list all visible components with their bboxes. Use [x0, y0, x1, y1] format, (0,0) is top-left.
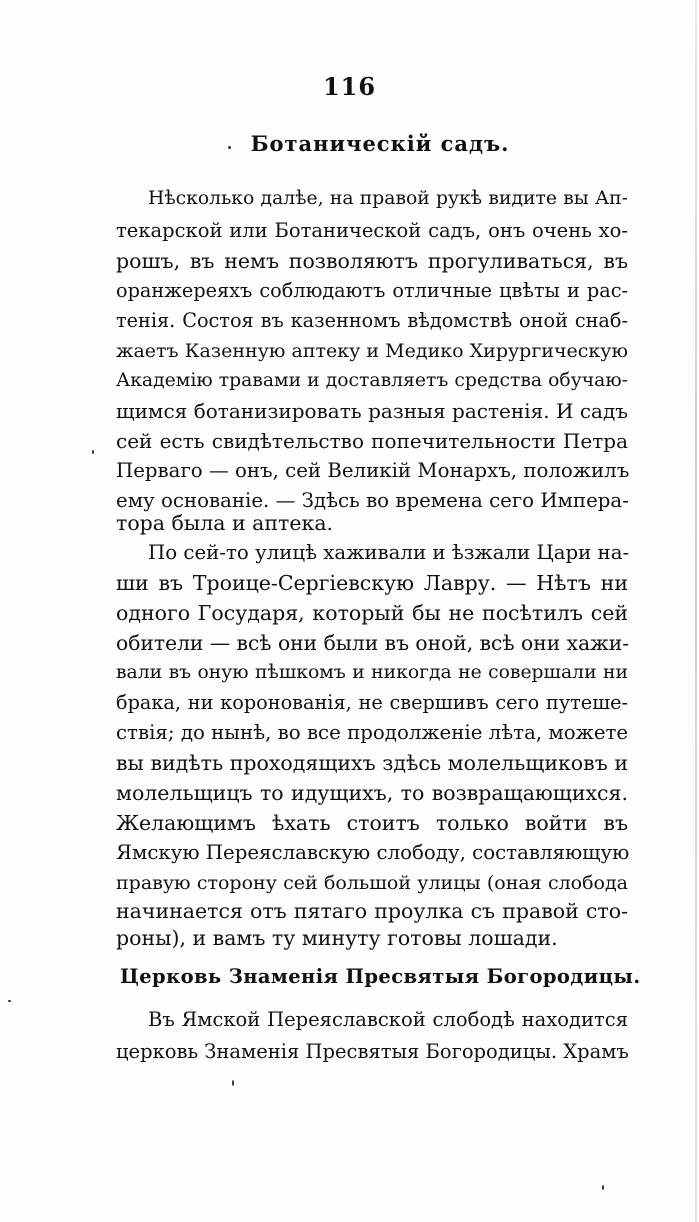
- text-line: Желающимъ ѣхать стоитъ только войти въ: [116, 811, 628, 835]
- text-line: правую сторону сей большой улицы (оная слобода: [116, 872, 628, 894]
- text-line: щимся ботанизировать разныя растенія. И садъ: [116, 399, 628, 423]
- text-line: вы видѣть проходящихъ здѣсь молельщиковъ и: [116, 751, 628, 775]
- text-line: обители — всѣ они были въ оной, всѣ они хажи-: [116, 631, 630, 655]
- text-line: Перваго — онъ, сей Великій Монархъ, положилъ: [116, 459, 630, 482]
- text-line: По сей-то улицѣ хаживали и ѣзжали Цари на-: [148, 541, 630, 564]
- text-line: оранжереяхъ соблюдаютъ отличные цвѣты и рас-: [116, 279, 628, 302]
- text-line: жаетъ Казенную аптеку и Медико Хирургическую: [116, 340, 628, 362]
- text-line: рошъ, въ немъ позволяютъ прогуливаться, въ: [116, 249, 628, 273]
- text-line: ему основаніе. — Здѣсь во времена сего Импера-: [116, 489, 629, 512]
- text-line: начинается отъ пятаго проулка съ правой сто-: [116, 899, 628, 923]
- text-line: Нѣсколько далѣе, на правой рукѣ видите вы Ап-: [148, 188, 628, 209]
- text-line: Ямскую Переяславскую слободу, составляющую: [116, 841, 630, 864]
- text-line: вали въ оную пѣшкомъ и никогда не совершали ни: [116, 662, 628, 683]
- ink-speck: [8, 1000, 11, 1002]
- section-title-botanical-garden: Ботаническій садъ.: [250, 131, 510, 156]
- page-edge: [695, 0, 697, 1222]
- text-line: текарской или Ботанической садъ, онъ очень хо-: [116, 219, 628, 242]
- text-line: Въ Ямской Переяславской слободѣ находится: [148, 1008, 628, 1031]
- page-number: 116: [322, 72, 377, 101]
- ink-speck: [232, 1080, 234, 1086]
- text-line: тора была и аптека.: [116, 511, 334, 535]
- ink-speck: [602, 1185, 604, 1190]
- text-line: роны), и вамъ ту минуту готовы лошади.: [116, 926, 558, 950]
- text-line: тенія. Состоя въ казенномъ вѣдомствѣ оной снаб-: [116, 309, 628, 332]
- text-line: сей есть свидѣтельство попечительности Петра: [116, 429, 628, 453]
- text-line: ствія; до нынѣ, во все продолженіе лѣта, можете: [116, 721, 629, 744]
- text-line: Академію травами и доставляетъ средства обучаю-: [116, 370, 628, 391]
- ink-speck: [92, 450, 94, 454]
- section-title-church-of-the-sign: Церковь Знаменія Пресвятыя Богородицы.: [120, 965, 641, 988]
- text-line: церковь Знаменія Пресвятыя Богородицы. Храмъ: [116, 1040, 629, 1063]
- text-line: молельщицъ то идущихъ, то возвращающихся.: [116, 781, 628, 805]
- text-line: одного Государя, который бы не посѣтилъ сей: [116, 601, 628, 625]
- text-line: ши въ Троице-Сергіевскую Лавру. — Нѣтъ ни: [116, 571, 628, 595]
- text-line: брака, ни коронованія, не свершивъ сего путеше-: [116, 691, 628, 714]
